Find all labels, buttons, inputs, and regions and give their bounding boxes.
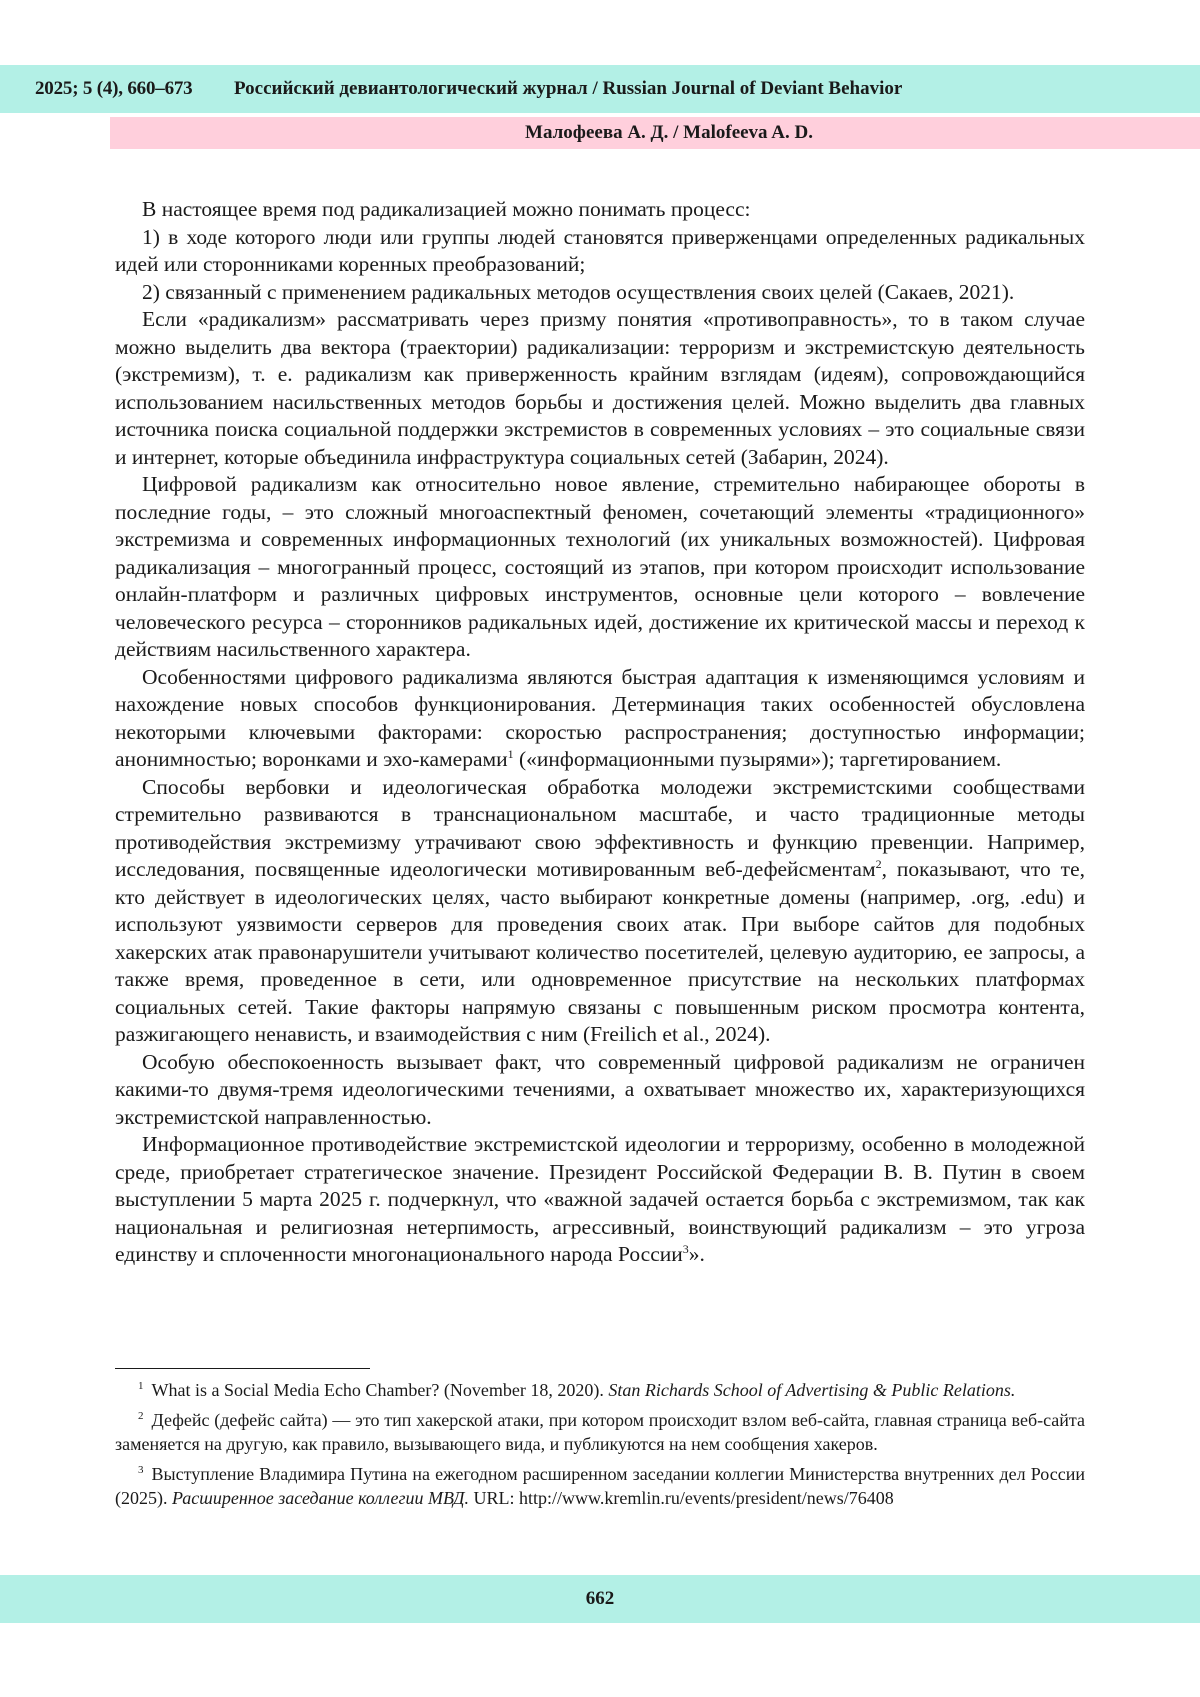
paragraph-5: Цифровой радикализм как относительно новое явление, стремительно набирающее обороты в последние годы, – это сложный многоаспектный феномен, сочетающий элементы «традиционного» экстремизма и современных информационных технологий (их уникальных возможностей). Цифровая радикализация – многогранный процесс, состоящий из этапов, при котором происходит использование онлайн-платформ и различных цифровых инструментов, основные цели которого – вовлечение человеческого ресурса – сторонников радикальных идей, достижение их критической массы и переход к действиям насильственного характера. — [115, 472, 1085, 661]
footnote-3-source: Расширенное заседание коллегии МВД. — [172, 1488, 469, 1508]
paragraph-7-text-b: , показывают, что те, кто действует в идеологических целях, часто выбирают конкретные домены (например, .org, .edu) и используют уязвимости серверов для проведения своих атак. При выборе сайтов для подобных хакерских атак правонарушители учитывают количество посетителей, целевую аудиторию, ее запросы, а также время, проведенное в сети, или одновременное присутствие на нескольких платформах социальных сетей. Такие факторы напрямую связаны с повышенным риском просмотра контента, разжигающего ненависть, и взаимодействия с ним (Freilich et al., 2024). — [115, 857, 1085, 1046]
footnote-2-mark: 2 — [138, 1409, 144, 1422]
footnote-1-mark: 1 — [138, 1380, 144, 1392]
paragraph-8: Особую обеспокоенность вызывает факт, что современный цифровой радикализм не ограничен какими-то двумя-тремя идеологическими течениями, а охватывает множество их, характеризующихся экстремистской направленностью. — [115, 1049, 1085, 1129]
footnote-1-source: Stan Richards School of Advertising & Public Relations. — [608, 1380, 1016, 1400]
paragraph-7-text-a: Способы вербовки и идеологическая обработка молодежи экстремистскими сообществами стремительно развиваются в транснациональном масштабе, и часто традиционные методы противодействия экстремизму утрачивают свою эффективность и функцию превенции. Например, исследования, посвященные идеологически мотивированным веб-дефейсментам — [115, 774, 1085, 881]
citation-info: 2025; 5 (4), 660–673 — [35, 78, 193, 99]
page-footer-band — [0, 1575, 1200, 1623]
article-body — [115, 196, 1085, 1269]
paragraph-7 — [115, 774, 1085, 1049]
paragraph-3: 2) связанный с применением радикальных методов осуществления своих целей (Сакаев, 2021). — [142, 279, 1015, 304]
footnote-3-mark: 3 — [138, 1463, 144, 1476]
footnote-2 — [115, 1408, 1085, 1457]
author-names: Малофеева А. Д. / Malofeeva A. D. — [525, 122, 813, 143]
page-number: 662 — [585, 1588, 615, 1609]
footnote-3-text: Выступление Владимира Путина на ежегодном расширенном заседании коллегии Министерства внутренних дел России (2025). — [115, 1463, 1085, 1508]
footnote-3 — [115, 1462, 1085, 1511]
journal-title: Российский девиантологический журнал / Russian Journal of Deviant Behavior — [234, 78, 903, 99]
footnotes — [115, 1378, 1085, 1514]
paragraph-6-text-b: («информационными пузырями»); таргетированием. — [513, 747, 1002, 771]
footnote-1-text: What is a Social Media Echo Chamber? (November 18, 2020). — [151, 1380, 609, 1400]
footnote-1 — [115, 1378, 1085, 1403]
footnote-ref-1[interactable]: 1 — [507, 746, 514, 761]
paragraph-9-text-a: Информационное противодействие экстремистской идеологии и терроризму, особенно в молодежной среде, приобретает стратегическое значение. Президент Российской Федерации В. В. Путин в своем выступлении 5 марта 2025 г. подчеркнул, что «важной задачей остается борьба с экстремизмом, так как национальная и религиозная нетерпимость, агрессивный, воинствующий радикализм – это угроза единству и сплоченности многонационального народа России — [115, 1132, 1085, 1266]
paragraph-9 — [115, 1131, 1085, 1269]
paragraph-6-text-a: Особенностями цифрового радикализма являются быстрая адаптация к изменяющимся условиям и нахождение новых способов функционирования. Детерминация таких особенностей обусловлена некоторыми ключевыми факторами: скоростью распространения; доступностью информации; анонимностью; воронками и эхо-камерами — [115, 664, 1085, 771]
paragraph-2: 1) в ходе которого люди или группы людей становятся приверженцами определенных радикальных идей или сторонниками коренных преобразований; — [115, 224, 1085, 276]
journal-header-band — [0, 65, 1200, 113]
footnote-separator — [115, 1368, 370, 1369]
paragraph-4: Если «радикализм» рассматривать через призму понятия «противоправность», то в таком случае можно выделить два вектора (траектории) радикализации: терроризм и экстремистскую деятельность (экстремизм), т. е. радикализм как приверженность крайним взглядам (идеям), сопровождающийся использованием насильственных методов борьбы и достижения целей. Можно выделить два главных источника поиска социальной поддержки экстремистов в современных условиях – это социальные связи и интернет, которые объединила инфраструктура социальных сетей (Забарин, 2024). — [115, 307, 1085, 469]
footnote-2-text: Дефейс (дефейс сайта) — это тип хакерской атаки, при котором происходит взлом веб-сайта, главная страница веб-сайта заменяется на другую, как правило, вызывающего вида, и публикуются на нем сообщения хакеров. — [115, 1409, 1085, 1454]
footnote-ref-2[interactable]: 2 — [875, 856, 882, 871]
author-header-band — [110, 117, 1200, 149]
footnote-3-url[interactable]: URL: http://www.kremlin.ru/events/president/news/76408 — [469, 1488, 894, 1508]
paragraph-1: В настоящее время под радикализацией можно понимать процесс: — [142, 197, 751, 221]
footnote-ref-3[interactable]: 3 — [682, 1241, 689, 1256]
paragraph-6 — [115, 664, 1085, 774]
paragraph-9-text-b: ». — [688, 1242, 705, 1266]
